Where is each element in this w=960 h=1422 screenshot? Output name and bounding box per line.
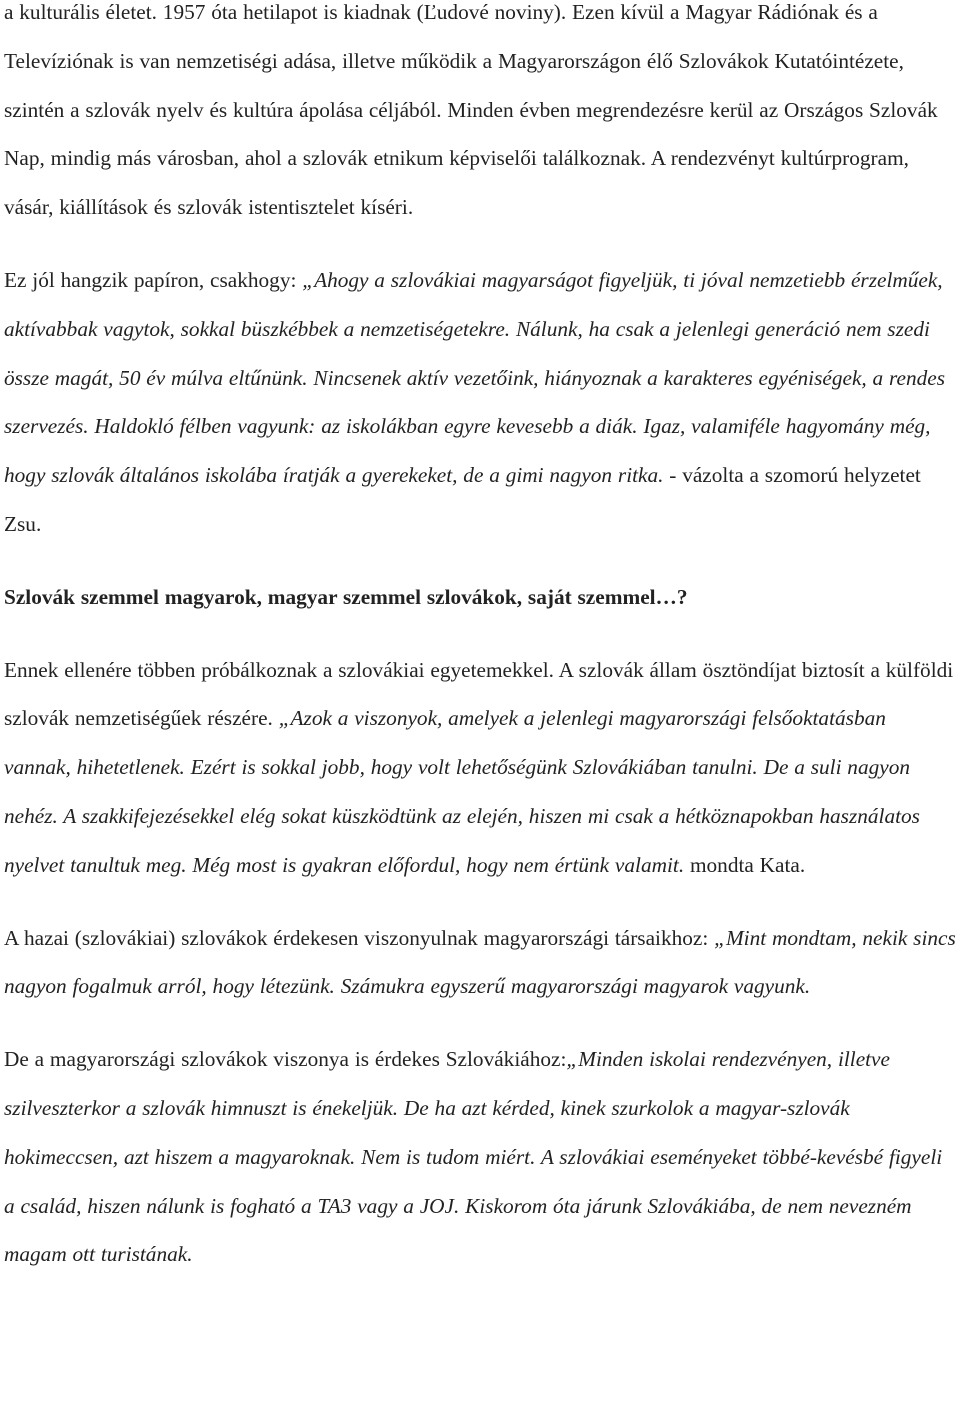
- quote-text: „Azok a viszonyok, amelyek a jelenlegi magyarországi felsőoktatásban vannak, hihetetlenek. Ezért is sokkal jobb, hogy volt lehetőségünk Szlovákiában tanulni. De a suli nagyon nehéz. A szakkifejezésekkel elég sokat küszködtünk az elején, hiszen mi csak a hétköznapokban használatos nyelvet tanultuk meg. Még most is gyakran előfordul, hogy nem értünk valamit.: [4, 706, 920, 877]
- paragraph-text: Ennek ellenére többen próbálkoznak a szlovákiai egyetemekkel. A szlovák állam ösztöndíjat biztosít a külföldi szlovák nemzetiségűek részére.: [4, 657, 954, 731]
- quote-text: „Minden iskolai rendezvényen, illetve szilveszterkor a szlovák himnuszt is énekeljük. De ha azt kérded, kinek szurkolok a magyar-szlovák hokimeccsen, azt hiszem a magyaroknak. Nem is tudom miért. A szlovákiai eseményeket többé-kevésbé figyeli a család, hiszen nálunk is fogható a TA3 vagy a JOJ. Kiskorom óta járunk Szlovákiába, de nem nevezném magam ott turistának.: [4, 1047, 943, 1267]
- paragraph-text: De a magyarországi szlovákok viszonya is érdekes Szlovákiához:: [4, 1047, 567, 1072]
- section-heading: Szlovák szemmel magyarok, magyar szemmel szlovákok, saját szemmel…?: [4, 584, 688, 609]
- paragraph-slovak-view: [4, 914, 958, 1012]
- quote-text: „Ahogy a szlovákiai magyarságot figyeljük, ti jóval nemzetiebb érzelműek, aktívabbak vagytok, sokkal büszkébbek a nemzetiségetekre. Nálunk, ha csak a jelenlegi generáció nem szedi össze magát, 50 év múlva eltűnünk. Nincsenek aktív vezetőink, hiányoznak a karakteres egyéniségek, a rendes szervezés. Haldokló félben vagyunk: az iskolákban egyre kevesebb a diák. Igaz, valamiféle hagyomány még, hogy szlovák általános iskolába íratják a gyerekeket, de a gimi nagyon ritka.: [4, 267, 946, 488]
- paragraph-hungarian-slovak-view: [4, 1035, 958, 1279]
- paragraph-text: Ez jól hangzik papíron, csakhogy:: [4, 267, 303, 292]
- paragraph-zsu-quote: [4, 256, 958, 549]
- paragraph-text: A hazai (szlovákiai) szlovákok érdekesen viszonyulnak magyarországi társaikhoz:: [4, 925, 715, 950]
- quote-text: „Mint mondtam, nekik sincs nagyon fogalmuk arról, hogy létezünk. Számukra egyszerű magyarországi magyarok vagyunk.: [4, 925, 956, 999]
- paragraph-text: - vázolta a szomorú helyzetet Zsu.: [4, 463, 921, 536]
- paragraph-kata-quote: [4, 646, 958, 890]
- document-page: [4, 0, 958, 1303]
- paragraph-text: a kulturális életet. 1957 óta hetilapot is kiadnak (Ľudové noviny). Ezen kívül a Magyar Rádiónak és a Televíziónak is van nemzetiségi adása, illetve működik a Magyarországon élő Szlovákok Kutatóintézete, szintén a szlovák nyelv és kultúra ápolása céljából. Minden évben megrendezésre kerül az Országos Szlovák Nap, mindig más városban, ahol a szlovák etnikum képviselői találkoznak. A rendezvényt kultúrprogram, vásár, kiállítások és szlovák istentisztelet kíséri.: [4, 0, 938, 220]
- paragraph-text: mondta Kata.: [684, 852, 806, 877]
- paragraph-cultural-life: [4, 0, 958, 232]
